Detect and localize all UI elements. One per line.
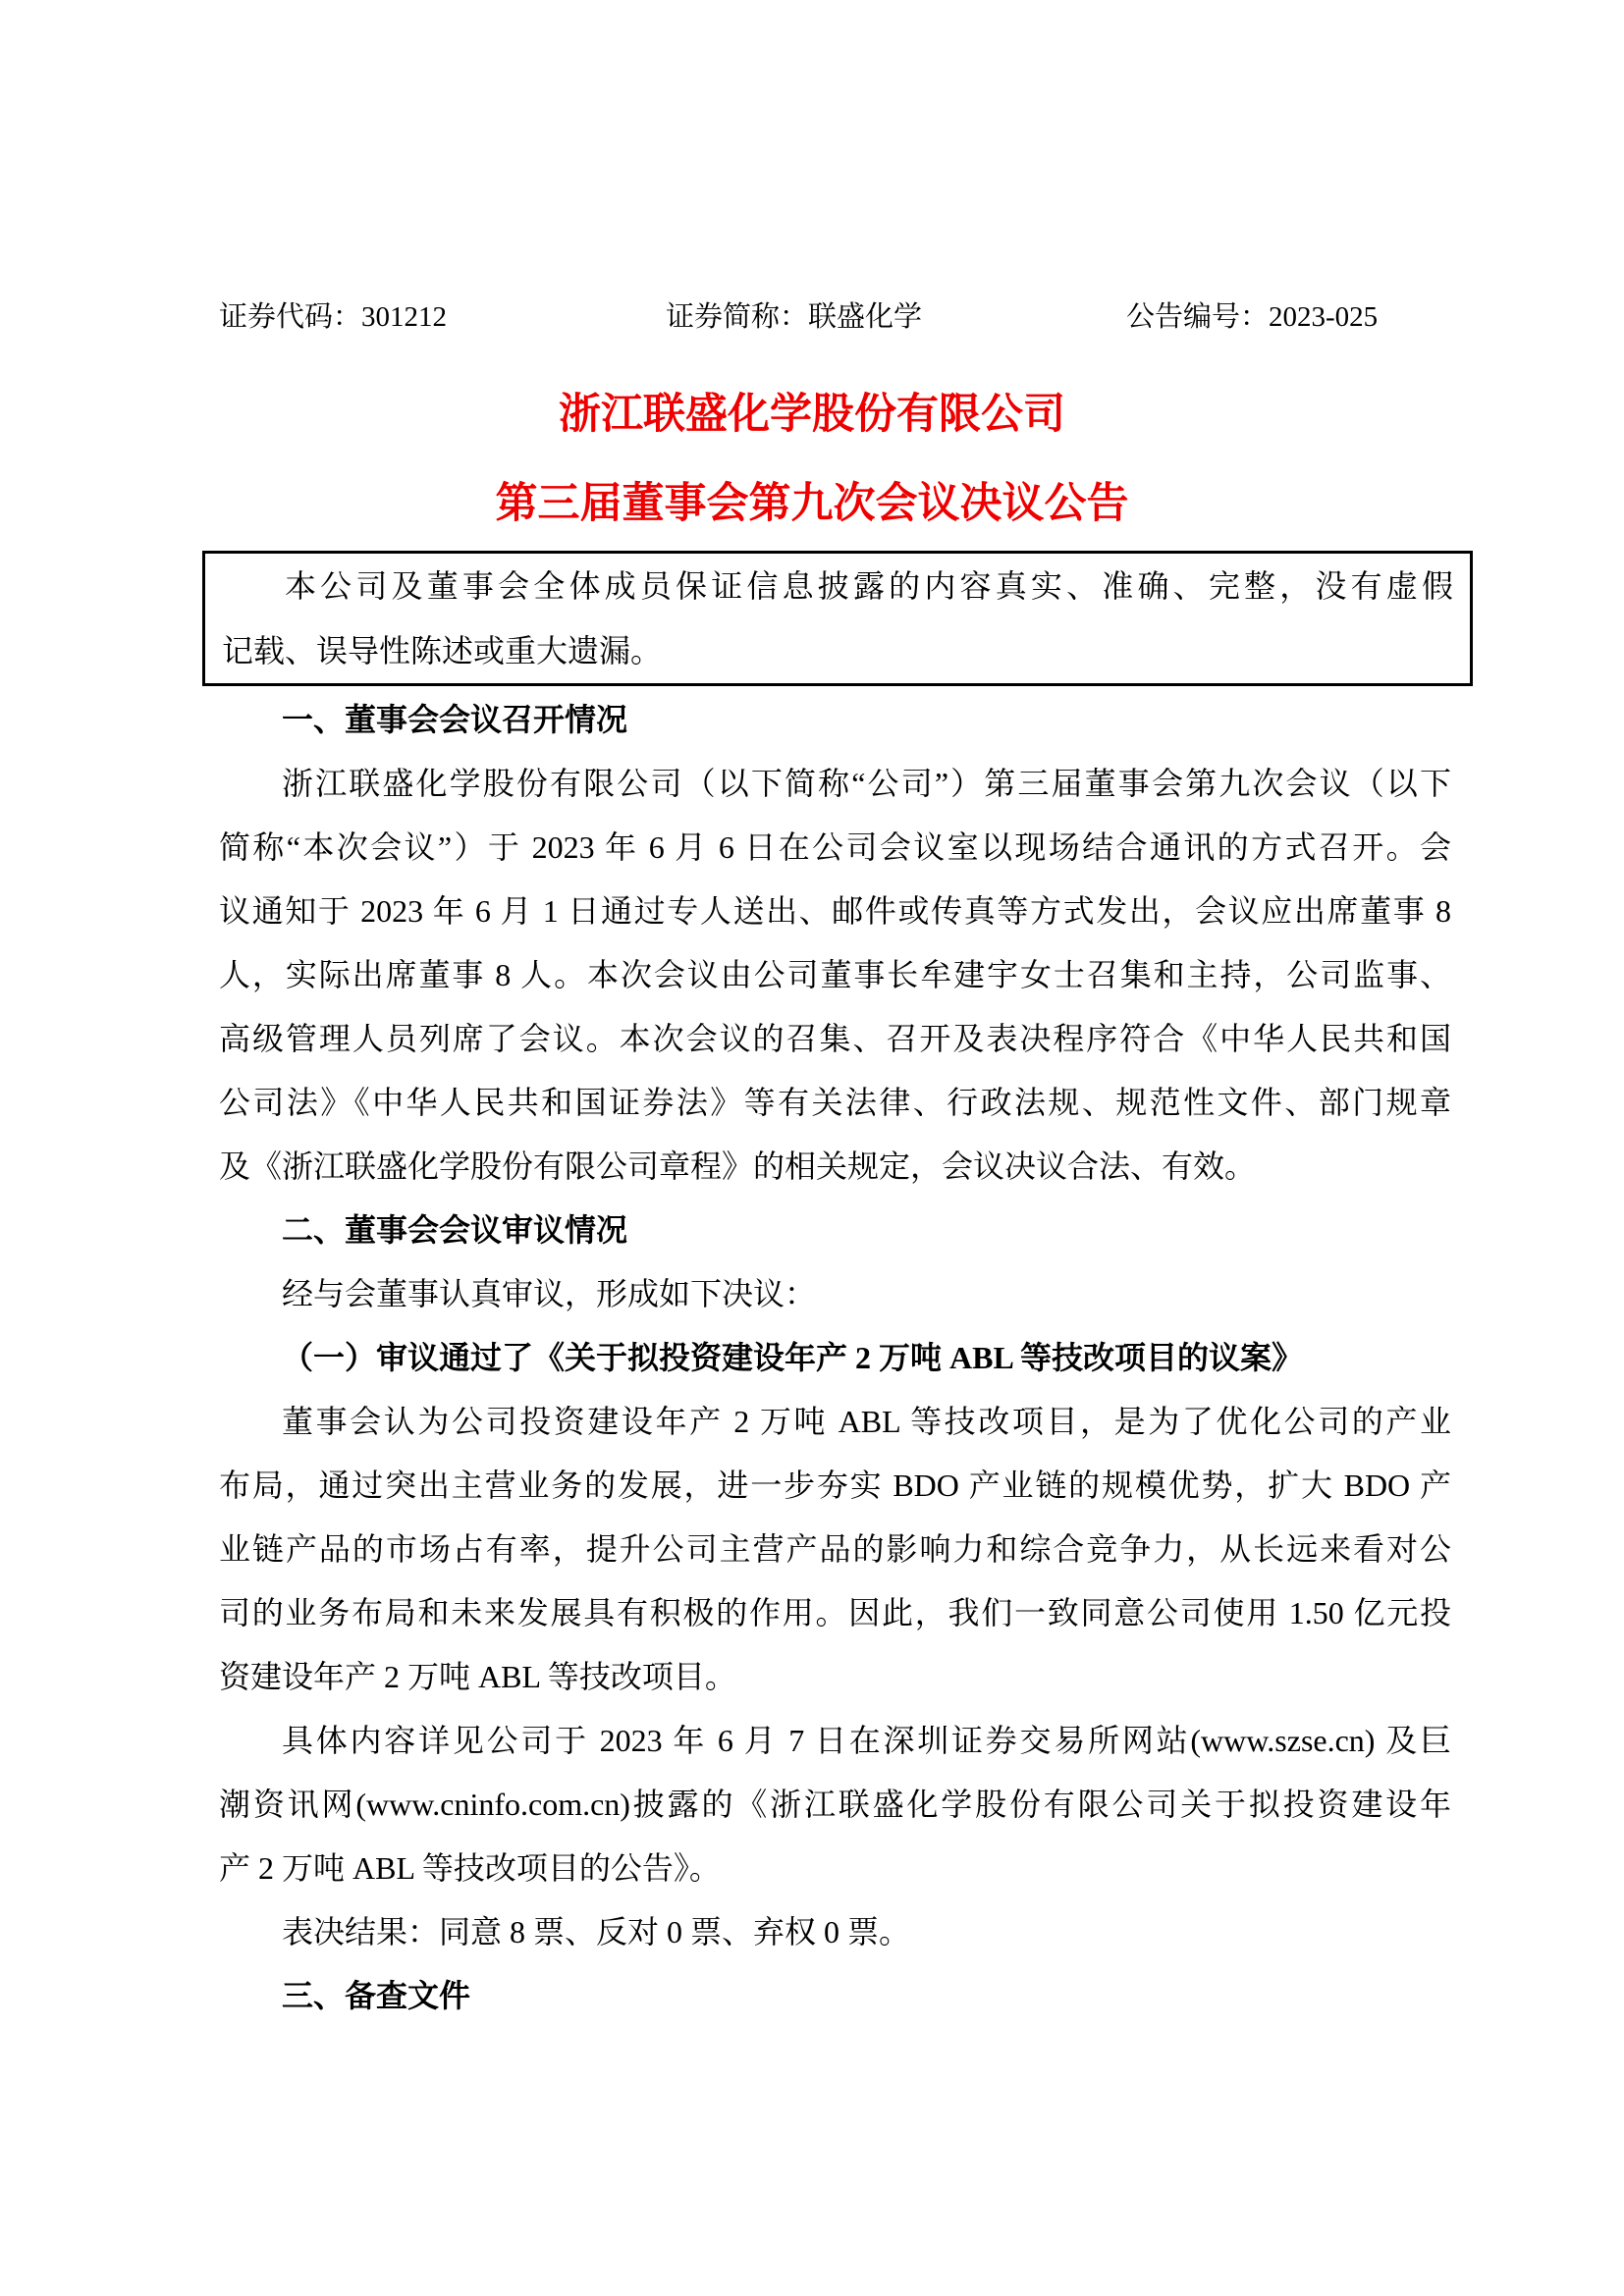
paragraph-disclosure-line-2: 潮资讯网(www.cninfo.com.cn)披露的《浙江联盛化学股份有限公司关于拟投资建设年 — [219, 1787, 1451, 1822]
paragraph-review-intro: 经与会董事认真审议，形成如下决议： — [282, 1276, 817, 1311]
paragraph-convening-line-1: 浙江联盛化学股份有限公司（以下简称“公司”）第三届董事会第九次会议（以下 — [282, 766, 1451, 801]
paragraph-convening-line-6: 公司法》《中华人民共和国证券法》等有关法律、行政法规、规范性文件、部门规章 — [219, 1085, 1451, 1120]
notice-line-2: 记载、误导性陈述或重大遗漏。 — [222, 633, 663, 668]
paragraph-resolution-line-2: 布局，通过突出主营业务的发展，进一步夯实 BDO 产业链的规模优势，扩大 BDO 产 — [219, 1468, 1451, 1503]
announcement-title: 第三届董事会第九次会议决议公告 — [495, 481, 1129, 527]
paragraph-disclosure-line-1: 具体内容详见公司于 2023 年 6 月 7 日在深圳证券交易所网站(www.szse.cn) 及巨 — [282, 1723, 1451, 1758]
paragraph-resolution-line-3: 业链产品的市场占有率，提升公司主营产品的影响力和综合竞争力，从长远来看对公 — [219, 1531, 1451, 1567]
paragraph-convening-line-5: 高级管理人员列席了会议。本次会议的召集、召开及表决程序符合《中华人民共和国 — [219, 1021, 1451, 1056]
section-heading-3: 三、备查文件 — [282, 1978, 471, 2013]
company-title: 浙江联盛化学股份有限公司 — [559, 392, 1065, 438]
paragraph-convening-line-7: 及《浙江联盛化学股份有限公司章程》的相关规定，会议决议合法、有效。 — [219, 1148, 1257, 1184]
paragraph-convening-line-3: 议通知于 2023 年 6 月 1 日通过专人送出、邮件或传真等方式发出，会议应出席董事 8 — [219, 893, 1451, 929]
paragraph-resolution-line-1: 董事会认为公司投资建设年产 2 万吨 ABL 等技改项目，是为了优化公司的产业 — [282, 1404, 1451, 1439]
stock-code-label: 证券代码：301212 — [219, 301, 448, 333]
voting-result-line: 表决结果：同意 8 票、反对 0 票、弃权 0 票。 — [282, 1914, 911, 1949]
resolution-item-heading: （一）审议通过了《关于拟投资建设年产 2 万吨 ABL 等技改项目的议案》 — [282, 1340, 1304, 1375]
section-heading-2: 二、董事会会议审议情况 — [282, 1212, 628, 1248]
section-heading-1: 一、董事会会议召开情况 — [282, 702, 628, 737]
document-header-row — [219, 297, 1451, 337]
announcement-number-label: 公告编号：2023-025 — [1126, 301, 1379, 333]
paragraph-disclosure-line-3: 产 2 万吨 ABL 等技改项目的公告》。 — [219, 1850, 721, 1886]
document-body — [219, 688, 1451, 2028]
stock-name-label: 证券简称：联盛化学 — [666, 301, 923, 333]
disclosure-notice-box — [202, 551, 1473, 686]
paragraph-resolution-line-5: 资建设年产 2 万吨 ABL 等技改项目。 — [219, 1659, 736, 1694]
notice-line-1: 本公司及董事会全体成员保证信息披露的内容真实、准确、完整，没有虚假 — [285, 568, 1453, 604]
paragraph-convening-line-2: 简称“本次会议”）于 2023 年 6 月 6 日在公司会议室以现场结合通讯的方式召开。会 — [219, 829, 1451, 865]
paragraph-resolution-line-4: 司的业务布局和未来发展具有积极的作用。因此，我们一致同意公司使用 1.50 亿元投 — [219, 1595, 1451, 1630]
paragraph-convening-line-4: 人，实际出席董事 8 人。本次会议由公司董事长牟建宇女士召集和主持，公司监事、 — [219, 957, 1451, 992]
